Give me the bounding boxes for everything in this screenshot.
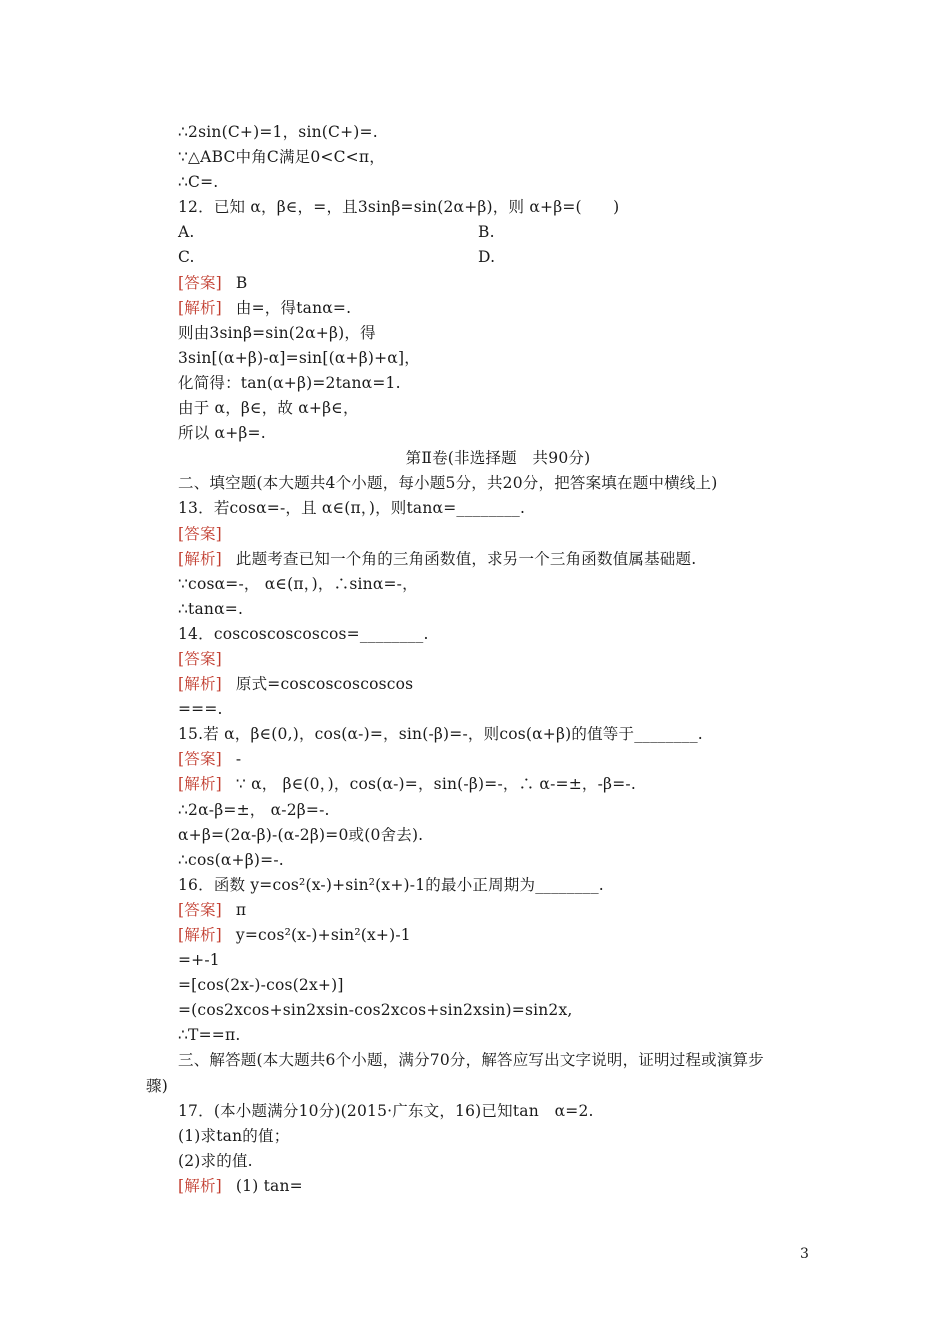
- analysis-tag: [解析]: [178, 926, 222, 944]
- analysis-tag: [解析]: [178, 549, 222, 568]
- choice-a: A.: [178, 223, 195, 242]
- text-line: =+-1: [178, 951, 220, 970]
- text-line: =[cos(2x-)-cos(2x+)]: [178, 976, 344, 995]
- sub-question-2: (2)求的值.: [178, 1151, 253, 1170]
- analysis-text: 此题考查已知一个角的三角函数值，求另一个三角函数值属基础题.: [235, 549, 697, 568]
- sub-question-1: (1)求tan的值；: [178, 1126, 290, 1145]
- analysis-tag: [解析]: [178, 775, 222, 794]
- text-line: ∴2α-β=±， α-2β=-.: [178, 800, 330, 819]
- choice-row: [178, 245, 818, 270]
- text-line: ∴tanα=.: [178, 599, 244, 618]
- question-12: 12．已知 α，β∈，=，且3sinβ=sin(2α+β)，则 α+β=( ): [178, 198, 620, 217]
- question-16: 16．函数 y=cos²(x-)+sin²(x+)-1的最小正周期为________.: [178, 875, 604, 894]
- text-line: ∴T==π.: [178, 1026, 241, 1045]
- analysis-line: [178, 1174, 818, 1199]
- answer-tag: [答案]: [178, 750, 222, 769]
- text-line: ∴cos(α+β)=-.: [178, 850, 284, 869]
- text-line: ∴C=.: [178, 173, 219, 192]
- choice-d: D.: [478, 248, 496, 267]
- answer-line: [178, 522, 818, 547]
- section-title: 二、填空题(本大题共4个小题，每小题5分，共20分，把答案填在题中横线上): [178, 474, 718, 493]
- page-content: [146, 120, 818, 1199]
- analysis-line: [178, 547, 818, 572]
- analysis-line: [178, 923, 818, 948]
- question-15: 15.若 α，β∈(0,)，cos(α-)=，sin(-β)=-，则cos(α+β)的值等于________.: [178, 725, 703, 744]
- analysis-text: (1) tan=: [235, 1176, 303, 1195]
- choice-c: C.: [178, 248, 195, 267]
- choice-b: B.: [478, 223, 495, 242]
- text-line: 3sin[(α+β)-α]=sin[(α+β)+α]，: [178, 348, 420, 367]
- answer-tag: [答案]: [178, 273, 222, 292]
- answer-tag: [答案]: [178, 900, 222, 919]
- question-14: 14．coscoscoscoscos=________.: [178, 624, 429, 643]
- analysis-line: [178, 672, 818, 697]
- text-line: ===.: [178, 700, 223, 719]
- answer-text: -: [235, 750, 242, 769]
- text-line: 则由3sinβ=sin(2α+β)，得: [178, 323, 376, 342]
- text-line: ∴2sin(C+)=1，sin(C+)=.: [178, 123, 378, 141]
- analysis-text: 由=，得tanα=.: [235, 298, 352, 317]
- text-line: ∵cosα=-， α∈(π，)，∴sinα=-，: [178, 574, 418, 593]
- text-line: =(cos2xcos+sin2xsin-cos2xcos+sin2xsin)=sin2x,: [178, 1001, 573, 1020]
- text-line: ∵△ABC中角C满足0<C<π，: [178, 148, 385, 167]
- analysis-line: [178, 296, 818, 321]
- answer-tag: [答案]: [178, 524, 222, 543]
- text-line: 所以 α+β=.: [178, 424, 266, 443]
- text-line: 化简得：tan(α+β)=2tanα=1.: [178, 373, 401, 392]
- question-17: 17．(本小题满分10分)(2015·广东文，16)已知tan α=2.: [178, 1101, 594, 1120]
- analysis-text: 原式=coscoscoscoscos: [235, 675, 414, 694]
- answer-tag: [答案]: [178, 649, 222, 668]
- text-line: 由于 α，β∈，故 α+β∈，: [178, 399, 359, 418]
- choice-row: [178, 220, 818, 245]
- section-title: 三、解答题(本大题共6个小题，满分70分，解答应写出文字说明，证明过程或演算步: [178, 1051, 764, 1070]
- analysis-line: [178, 772, 818, 797]
- section-title-continued: 骤): [146, 1076, 168, 1095]
- question-13: 13．若cosα=-，且 α∈(π，)，则tanα=________.: [178, 499, 526, 518]
- answer-line: [178, 898, 818, 923]
- text-line: α+β=(2α-β)-(α-2β)=0或(0舍去).: [178, 825, 424, 844]
- analysis-tag: [解析]: [178, 1176, 222, 1195]
- page-number: 3: [800, 1246, 809, 1262]
- analysis-text: ∵ α， β∈(0，)，cos(α-)=，sin(-β)=-，∴ α-=±，-β=-.: [235, 775, 636, 794]
- answer-text: π: [235, 900, 247, 919]
- answer-text: B: [235, 273, 248, 292]
- analysis-text: y=cos²(x-)+sin²(x+)-1: [235, 926, 411, 944]
- section-heading: 第Ⅱ卷(非选择题 共90分): [405, 449, 591, 468]
- analysis-tag: [解析]: [178, 675, 222, 694]
- answer-line: [178, 647, 818, 672]
- answer-line: [178, 747, 818, 772]
- answer-line: [178, 271, 818, 296]
- analysis-tag: [解析]: [178, 298, 222, 317]
